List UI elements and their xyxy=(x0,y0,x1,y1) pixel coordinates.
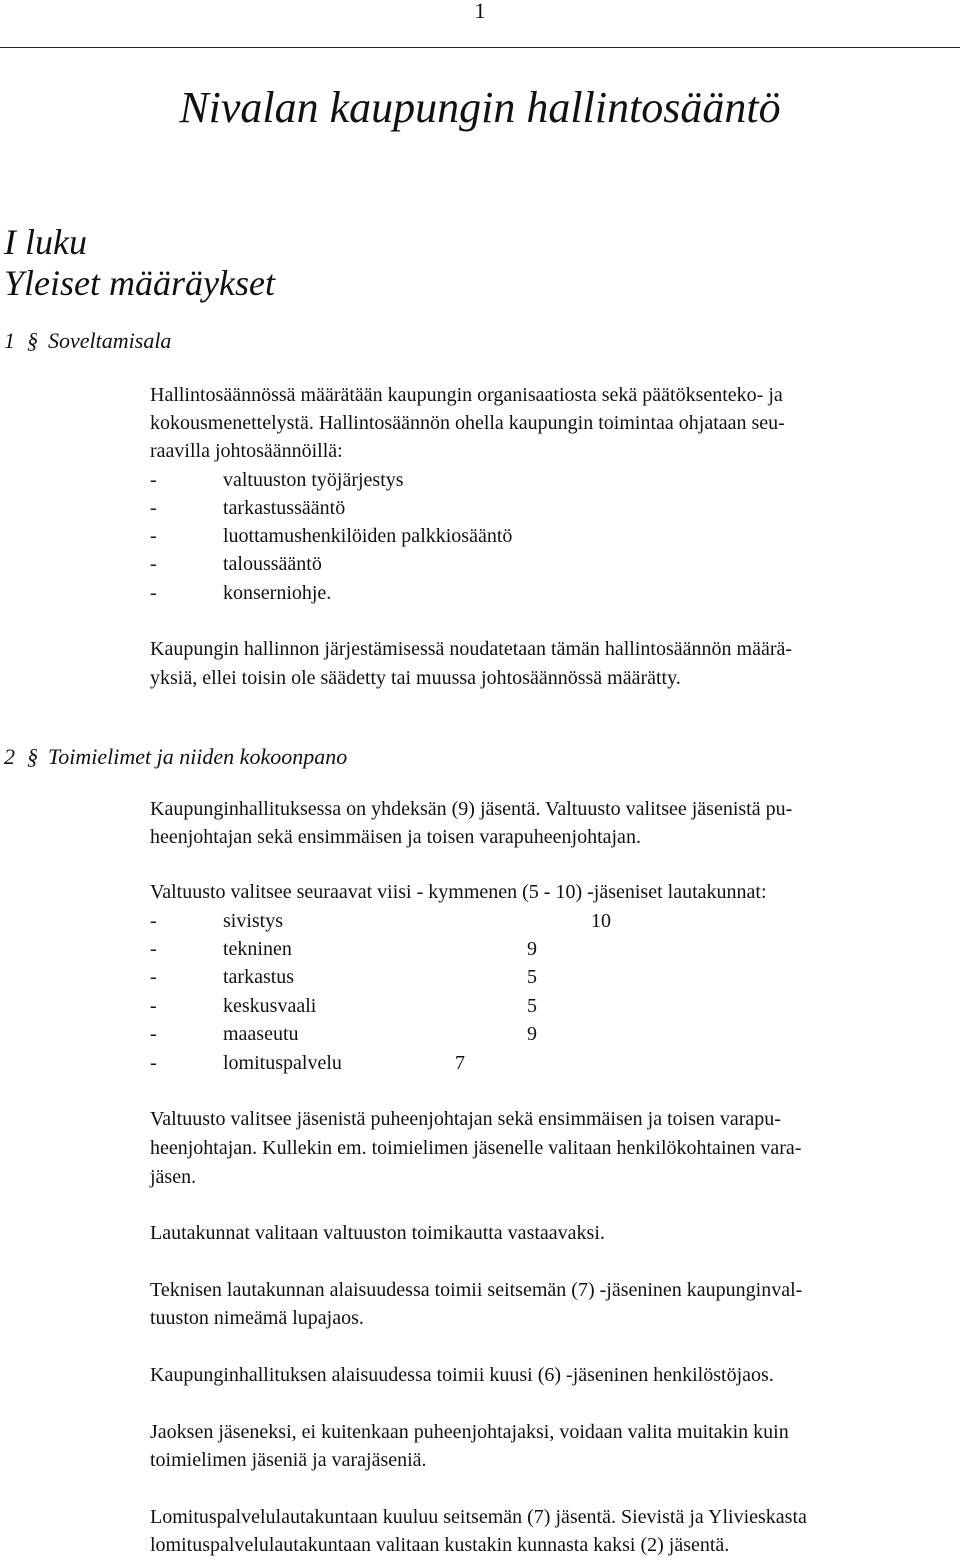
section-title: Toimielimet ja niiden kokoonpano xyxy=(48,744,348,769)
section-symbol: § xyxy=(27,328,38,353)
paragraph-line: Kaupunginhallituksessa on yhdeksän (9) jäsentä. Valtuusto valitsee jäsenistä pu- xyxy=(150,798,793,820)
list-item-text: konserniohje. xyxy=(223,582,332,604)
section-1-heading xyxy=(4,328,171,354)
board-name: maaseutu xyxy=(223,1023,299,1045)
board-member-count: 9 xyxy=(527,1023,537,1045)
paragraph-line: raavilla johtosäännöillä: xyxy=(150,440,343,462)
list-item-text: tarkastussääntö xyxy=(223,497,346,519)
paragraph-line: Teknisen lautakunnan alaisuudessa toimii seitsemän (7) -jäseninen kaupunginval- xyxy=(150,1279,803,1301)
paragraph-line: toimielimen jäseniä ja varajäseniä. xyxy=(150,1449,427,1471)
paragraph-line: Kaupungin hallinnon järjestämisessä noudatetaan tämän hallintosäännön määrä- xyxy=(150,638,793,660)
list-dash: - xyxy=(150,525,157,547)
board-name: sivistys xyxy=(223,910,284,932)
list-dash: - xyxy=(150,910,157,932)
paragraph-line: kokousmenettelystä. Hallintosäännön ohella kaupungin toimintaa ohjataan seu- xyxy=(150,412,785,434)
paragraph-line: tuuston nimeämä lupajaos. xyxy=(150,1307,364,1329)
list-dash: - xyxy=(150,966,157,988)
board-member-count: 5 xyxy=(527,966,537,988)
section-number: 1 xyxy=(4,328,15,353)
paragraph-line: Valtuusto valitsee jäsenistä puheenjohtajan sekä ensimmäisen ja toisen varapu- xyxy=(150,1108,781,1130)
paragraph-line: Valtuusto valitsee seuraavat viisi - kymmenen (5 - 10) -jäseniset lautakunnat: xyxy=(150,881,767,903)
list-item-text: luottamushenkilöiden palkkiosääntö xyxy=(223,525,513,547)
list-dash: - xyxy=(150,1023,157,1045)
chapter-name: Yleiset määräykset xyxy=(4,263,275,303)
list-dash: - xyxy=(150,582,157,604)
board-name: tarkastus xyxy=(223,966,295,988)
list-dash: - xyxy=(150,938,157,960)
paragraph-line: Kaupunginhallituksen alaisuudessa toimii kuusi (6) -jäseninen henkilöstöjaos. xyxy=(150,1364,774,1386)
board-name: tekninen xyxy=(223,938,292,960)
list-dash: - xyxy=(150,469,157,491)
board-name: lomituspalvelu xyxy=(223,1052,342,1074)
list-dash: - xyxy=(150,1052,157,1074)
paragraph-line: yksiä, ellei toisin ole säädetty tai muussa johtosäännössä määrätty. xyxy=(150,667,681,689)
board-member-count: 9 xyxy=(527,938,537,960)
board-member-count: 5 xyxy=(527,995,537,1017)
chapter-number: I luku xyxy=(4,222,87,262)
paragraph-line: Hallintosäännössä määrätään kaupungin organisaatiosta sekä päätöksenteko- ja xyxy=(150,384,783,406)
section-2-heading xyxy=(4,744,347,770)
page-number: 1 xyxy=(474,0,486,23)
document-title: Nivalan kaupungin hallintosääntö xyxy=(179,83,781,132)
board-name: keskusvaali xyxy=(223,995,317,1017)
paragraph-line: Lomituspalvelulautakuntaan kuuluu seitsemän (7) jäsentä. Sievistä ja Ylivieskasta xyxy=(150,1506,807,1528)
section-number: 2 xyxy=(4,744,15,769)
paragraph-line: lomituspalvelulautakuntaan valitaan kustakin kunnasta kaksi (2) jäsentä. xyxy=(150,1534,730,1556)
paragraph-line: Jaoksen jäseneksi, ei kuitenkaan puheenjohtajaksi, voidaan valita muitakin kuin xyxy=(150,1421,789,1443)
list-item-text: valtuuston työjärjestys xyxy=(223,469,404,491)
paragraph-line: jäsen. xyxy=(150,1166,197,1188)
board-member-count: 10 xyxy=(591,910,611,932)
list-item-text: taloussääntö xyxy=(223,553,322,575)
paragraph-line: heenjohtajan. Kullekin em. toimielimen jäsenelle valitaan henkilökohtainen vara- xyxy=(150,1137,802,1159)
section-symbol: § xyxy=(27,744,38,769)
section-title: Soveltamisala xyxy=(48,328,172,353)
board-member-count: 7 xyxy=(455,1052,465,1074)
list-dash: - xyxy=(150,995,157,1017)
list-dash: - xyxy=(150,553,157,575)
paragraph-line: Lautakunnat valitaan valtuuston toimikautta vastaavaksi. xyxy=(150,1222,605,1244)
paragraph-line: heenjohtajan sekä ensimmäisen ja toisen varapuheenjohtajan. xyxy=(150,826,641,848)
header-divider xyxy=(0,47,960,48)
list-dash: - xyxy=(150,497,157,519)
